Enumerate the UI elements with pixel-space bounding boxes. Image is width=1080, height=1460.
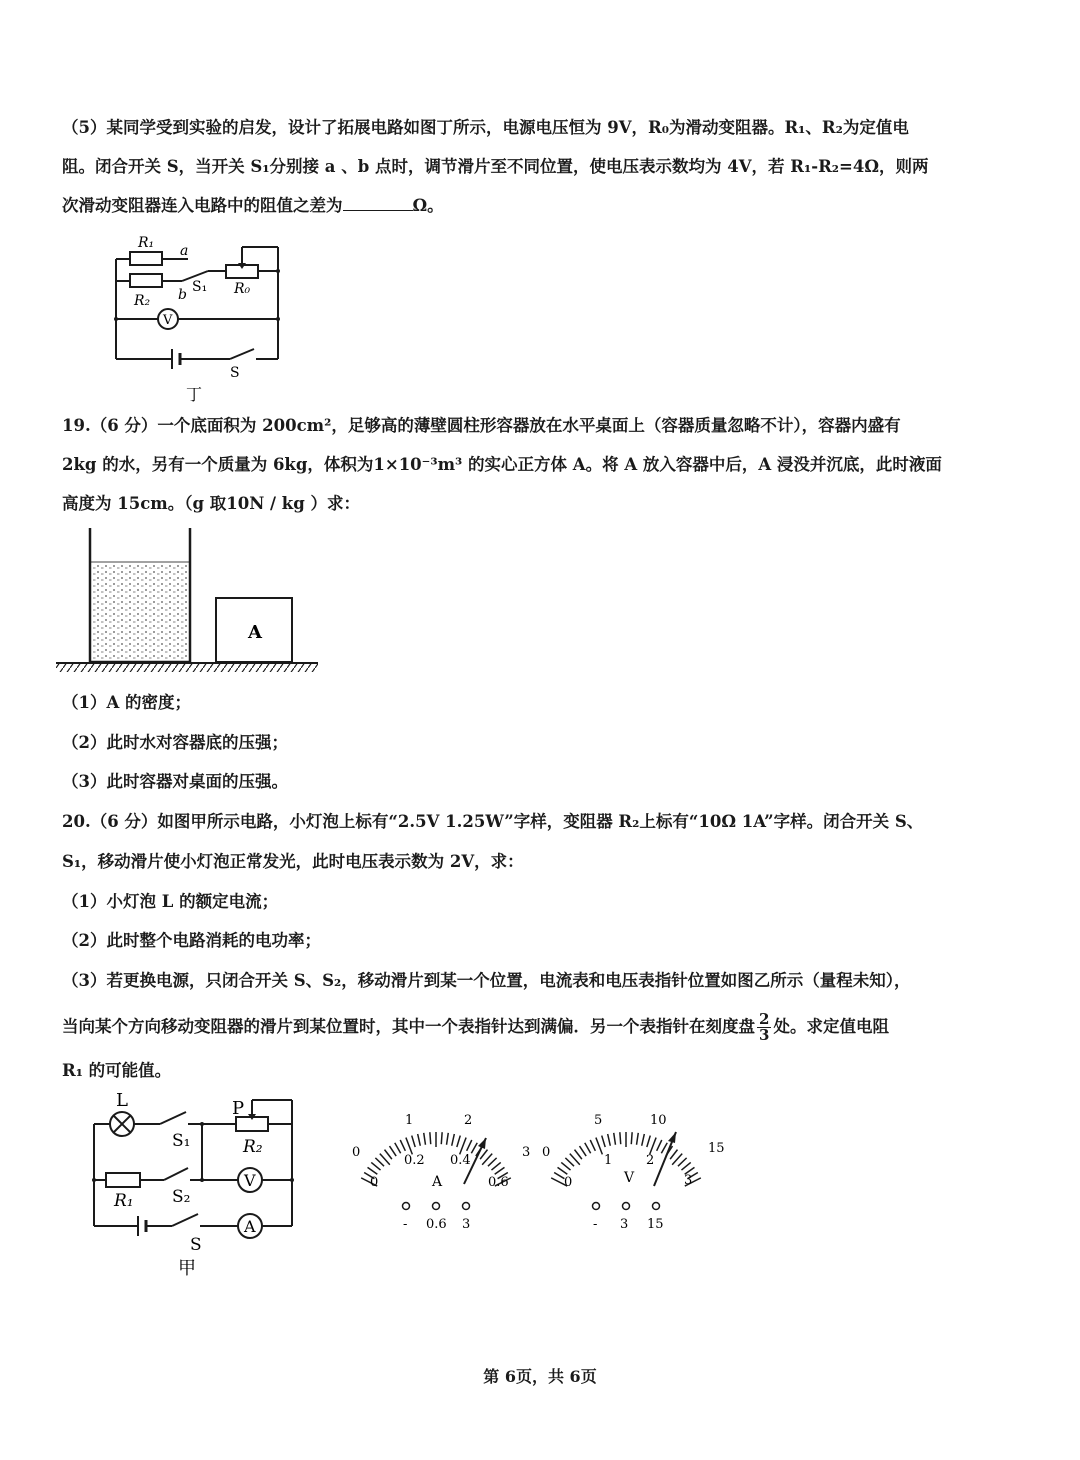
dial-tick bbox=[631, 1132, 632, 1144]
answer-blank bbox=[343, 196, 413, 211]
q19-line2: 2kg 的水，另有一个质量为 6kg，体积为1×10⁻³m³ 的实心正方体 A。将 A 放入容器中后，A 浸没并沉底，此时液面 bbox=[62, 455, 942, 474]
page-footer: 第 6页，共 6页 bbox=[483, 1367, 597, 1386]
dial-tick bbox=[657, 1140, 662, 1151]
dial-tick bbox=[488, 1158, 497, 1166]
dial-tick bbox=[467, 1140, 472, 1151]
voltmeter-bottom-tick: 0 bbox=[564, 1175, 573, 1190]
q20-line1: 20.（6 分）如图甲所示电路，小灯泡上标有“2.5V 1.25W”字样，变阻器 R₂上标有“10Ω 1A”字样。闭合开关 S、 bbox=[62, 812, 924, 831]
dial-tick bbox=[418, 1134, 421, 1146]
dial-tick bbox=[412, 1136, 415, 1147]
ammeter-bottom-tick: 0.6 bbox=[488, 1175, 509, 1190]
voltmeter-terminal: 15 bbox=[647, 1217, 664, 1232]
voltmeter-terminal: 3 bbox=[620, 1217, 629, 1232]
dial-tick bbox=[430, 1132, 431, 1144]
dial-tick bbox=[368, 1167, 378, 1174]
dial-tick bbox=[491, 1162, 500, 1170]
voltmeter-dial bbox=[536, 1106, 736, 1236]
q20-sub3-line3: R₁ 的可能值。 bbox=[62, 1061, 172, 1080]
dial-tick bbox=[620, 1132, 621, 1144]
ammeter-bottom-tick: 0.4 bbox=[450, 1153, 471, 1168]
q18-part5-line2: 阻。闭合开关 S，当开关 S₁分别接 a 、b 点时，调节滑片至不同位置，使电压表示数均为 4V，若 R₁-R₂=4Ω，则两 bbox=[62, 157, 929, 176]
label-l: L bbox=[116, 1090, 128, 1111]
dial-tick bbox=[471, 1143, 477, 1153]
dial-tick bbox=[650, 1138, 656, 1155]
q19-sub1: （1）A 的密度； bbox=[62, 693, 192, 712]
block-a-label: A bbox=[248, 622, 262, 643]
switch-s bbox=[230, 349, 254, 359]
label-s: S bbox=[230, 365, 240, 381]
q18-part5-line1: （5）某同学受到实验的启发，设计了拓展电路如图丁所示，电源电压恒为 9V，R₀为滑动变阻器。R₁、R₂为定值电 bbox=[62, 118, 909, 137]
dial-tick bbox=[596, 1138, 602, 1155]
voltmeter-top-tick: 10 bbox=[650, 1113, 667, 1128]
resistor-r1 bbox=[130, 252, 162, 265]
voltmeter-bottom-tick: 3 bbox=[684, 1173, 693, 1188]
ammeter-top-tick: 1 bbox=[405, 1113, 414, 1128]
dial-tick bbox=[565, 1158, 574, 1166]
voltmeter-top-tick: 0 bbox=[542, 1145, 551, 1160]
voltmeter-top-tick: 15 bbox=[708, 1141, 725, 1156]
dial-tick bbox=[495, 1167, 505, 1174]
ammeter-terminal: 3 bbox=[462, 1217, 471, 1232]
circuit-ding bbox=[100, 225, 300, 405]
ammeter-top-tick: 0 bbox=[352, 1145, 361, 1160]
q20-sub3-line2 bbox=[62, 1012, 889, 1043]
fraction-denominator: 3 bbox=[759, 1026, 770, 1044]
dial-tick bbox=[400, 1140, 405, 1151]
caption-jia: 甲 bbox=[178, 1258, 196, 1279]
dial-tick bbox=[681, 1162, 690, 1170]
q20-sub3-line2-pre: 当向某个方向移动变阻器的滑片到某位置时，其中一个表指针达到满偏．另一个表指针在刻度盘 bbox=[62, 1017, 755, 1036]
label-v: V bbox=[244, 1171, 256, 1190]
resistor-r2 bbox=[130, 274, 162, 287]
q19-line1: 19.（6 分）一个底面积为 200cm²，足够高的薄壁圆柱形容器放在水平桌面上（容器质量忽略不计），容器内盛有 bbox=[62, 416, 901, 435]
dial-tick bbox=[558, 1167, 568, 1174]
label-r0: R₀ bbox=[234, 281, 251, 297]
water bbox=[90, 562, 190, 662]
q20-sub2: （2）此时整个电路消耗的电功率； bbox=[62, 931, 321, 950]
label-s1: S₁ bbox=[172, 1131, 191, 1151]
circuit-jia bbox=[80, 1092, 320, 1282]
voltmeter-bottom-tick: 2 bbox=[646, 1153, 655, 1168]
resistor-r1 bbox=[106, 1173, 140, 1187]
q18-part5-line3 bbox=[62, 195, 444, 217]
container-figure bbox=[56, 528, 326, 678]
voltmeter-bottom-tick: 1 bbox=[604, 1153, 613, 1168]
q19-line3: 高度为 15cm。（g 取10N / kg ）求： bbox=[62, 494, 361, 513]
switch-s bbox=[172, 1214, 198, 1226]
ammeter-top-tick: 3 bbox=[522, 1145, 531, 1160]
dial-tick bbox=[647, 1136, 650, 1147]
dial-tick bbox=[554, 1172, 564, 1178]
fraction-two-thirds bbox=[757, 1012, 771, 1043]
caption-ding: 丁 bbox=[186, 385, 203, 404]
dial-tick bbox=[602, 1136, 605, 1147]
switch-s1 bbox=[160, 1112, 186, 1124]
voltmeter-terminal: - bbox=[593, 1217, 598, 1232]
label-s: S bbox=[190, 1235, 202, 1255]
voltmeter-top-tick: 5 bbox=[594, 1113, 603, 1128]
dial-tick bbox=[406, 1138, 412, 1155]
dial-tick bbox=[642, 1134, 645, 1146]
dial-tick bbox=[575, 1150, 582, 1159]
dial-tick bbox=[637, 1133, 639, 1145]
dial-tick bbox=[447, 1133, 449, 1145]
q18-part5-line3-pre: 次滑动变阻器连入电路中的阻值之差为 bbox=[62, 196, 343, 215]
q19-sub3: （3）此时容器对桌面的压强。 bbox=[62, 772, 288, 791]
label-s1: S₁ bbox=[192, 279, 208, 295]
dial-tick bbox=[661, 1143, 667, 1153]
dial-tick bbox=[457, 1136, 460, 1147]
label-a: A bbox=[244, 1217, 256, 1236]
dial-tick bbox=[678, 1158, 687, 1166]
fraction-numerator: 2 bbox=[759, 1010, 770, 1028]
q20-sub3-line2-post: 处。求定值电阻 bbox=[773, 1017, 889, 1036]
label-r2: R₂ bbox=[243, 1137, 263, 1157]
q18-part5-line3-post: Ω。 bbox=[412, 196, 444, 215]
dial-tick bbox=[371, 1162, 380, 1170]
voltmeter-unit: V bbox=[624, 1170, 635, 1186]
dial-tick bbox=[395, 1143, 401, 1153]
label-r2: R₂ bbox=[134, 293, 151, 309]
label-v: V bbox=[163, 313, 173, 328]
label-p: P bbox=[232, 1098, 245, 1119]
ammeter-terminal: 0.6 bbox=[426, 1217, 447, 1232]
dial-tick bbox=[452, 1134, 455, 1146]
q20-sub1: （1）小灯泡 L 的额定电流； bbox=[62, 892, 279, 911]
switch-s2 bbox=[164, 1168, 188, 1180]
dial-tick bbox=[424, 1133, 426, 1145]
ammeter-dial bbox=[336, 1106, 536, 1236]
dial-tick bbox=[375, 1158, 384, 1166]
ammeter-bottom-tick: 0.2 bbox=[404, 1153, 425, 1168]
label-s2: S₂ bbox=[172, 1187, 191, 1207]
dial-tick bbox=[614, 1133, 616, 1145]
dial-tick bbox=[561, 1162, 570, 1170]
label-b: b bbox=[178, 287, 187, 303]
dial-tick bbox=[608, 1134, 611, 1146]
label-r1: R₁ bbox=[114, 1191, 134, 1211]
dial-tick bbox=[585, 1143, 591, 1153]
dial-tick bbox=[441, 1132, 442, 1144]
dial-tick bbox=[590, 1140, 595, 1151]
dial-tick bbox=[460, 1138, 466, 1155]
dial-tick bbox=[385, 1150, 392, 1159]
dial-tick bbox=[580, 1146, 587, 1156]
label-a: a bbox=[180, 243, 189, 259]
q19-sub2: （2）此时水对容器底的压强； bbox=[62, 733, 288, 752]
q20-line2: S₁，移动滑片使小灯泡正常发光，此时电压表示数为 2V，求： bbox=[62, 852, 524, 871]
dial-tick bbox=[480, 1150, 487, 1159]
dial-tick bbox=[390, 1146, 397, 1156]
ammeter-terminal: - bbox=[403, 1217, 408, 1232]
ammeter-bottom-tick: 0 bbox=[370, 1175, 379, 1190]
q20-sub3-line1: （3）若更换电源，只闭合开关 S、S₂，移动滑片到某一个位置，电流表和电压表指针位置如图乙所示（量程未知）， bbox=[62, 971, 911, 990]
ammeter-unit: A bbox=[432, 1174, 443, 1190]
dial-tick bbox=[670, 1150, 677, 1159]
label-r1: R₁ bbox=[138, 235, 155, 251]
ammeter-top-tick: 2 bbox=[464, 1113, 473, 1128]
